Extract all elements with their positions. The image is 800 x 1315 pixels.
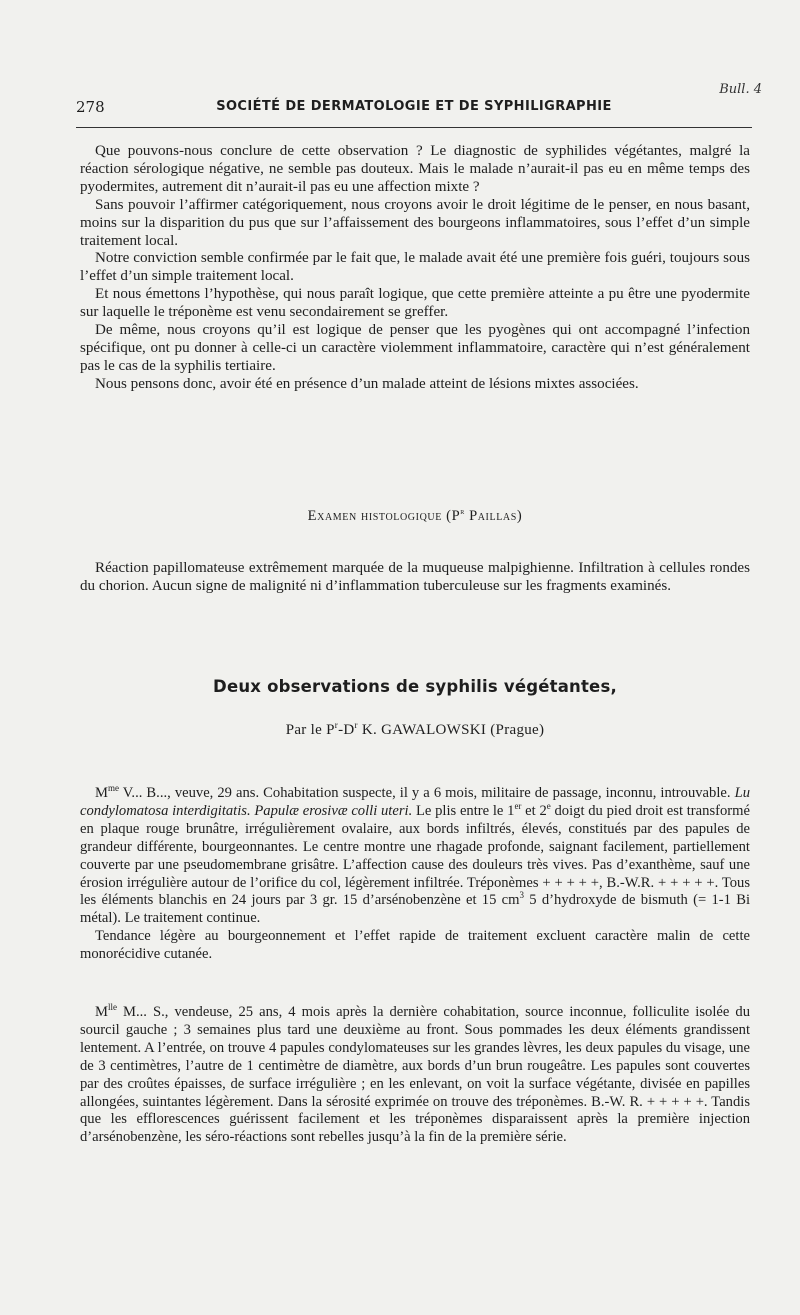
running-head <box>76 98 752 120</box>
article-author <box>80 722 750 739</box>
paragraph: Réaction papillomateuse extrêmement marquée de la muqueuse malpighienne. Infiltration à cellules rondes du chorion. Aucun signe de malignité ni d’inflammation tuberculeuse sur les fragments examinés. <box>80 560 750 594</box>
case-1-text-c: et 2 <box>521 802 547 819</box>
paragraph: Et nous émettons l’hypothèse, qui nous paraît logique, que cette première atteinte a pu être une pyodermite sur laquelle le tréponème est venu secondairement se greffer. <box>80 286 750 321</box>
case-2-paragraph <box>80 1004 750 1147</box>
previous-article-conclusion <box>80 143 750 394</box>
case-1-sup-d: 3 <box>519 890 524 901</box>
histology-heading-end: Paillas) <box>464 508 523 524</box>
histology-heading <box>80 508 750 525</box>
author-sup-1: r <box>334 720 339 730</box>
journal-title: SOCIÉTÉ DE DERMATOLOGIE ET DE SYPHILIGRAPHIE <box>216 99 612 114</box>
case-1-text-e: 5 d’hydroxyde de bismuth (= 1-1 Bi métal). Le traitement continue. <box>80 892 750 927</box>
paragraph: Sans pouvoir l’affirmer catégoriquement, nous croyons avoir le droit légitime de le penser, en nous basant, moins sur la disparition du pus que sur l’affaissement des bourgeons inflammatoires, sous l’effet d’un simple traitement local. <box>80 196 750 249</box>
case-2-lead: M <box>95 1004 108 1020</box>
case-1-sup-b: er <box>514 801 522 812</box>
case-1-sup-c: e <box>546 801 551 812</box>
case-1-text-d: doigt du pied droit est transformé en plaque rouge brunâtre, irrégulièrement ovalaire, aux bords infiltrés, élevés, constitués par des papules de grandeur différente, bourgeonnantes. Le centre montre une rhagade profonde, saignant facilement, partiellement couverte par une pseudomembrane grisâtre. L’affection cause des douleurs très vives. Pas d’exanthème, sauf une érosion irrégulière autour de l’orifice du col, légèrement infiltrée. Tréponèmes + + + + +, B.-W.R. + + + + +. Tous les éléments blanchis en 24 jours par 3 gr. 15 d’arsénobenzène et 15 cm <box>80 802 750 909</box>
case-2-lead-sup: lle <box>107 1002 117 1013</box>
histology-heading-sup: r <box>460 506 465 517</box>
case-1-text-b: Le plis entre le 1 <box>412 802 515 819</box>
case-2-text: M... S., vendeuse, 25 ans, 4 mois après la dernière cohabitation, source inconnue, folliculite isolée du sourcil gauche ; 3 semaines plus tard une deuxième au front. Sous pommades les deux éléments grandissent lentement. A l’entrée, on trouve 4 papules condylomateuses sur les grandes lèvres, les deux papules du visage, une de 3 centimètres, l’autre de 1 centimètre de diamètre, aux bords d’un brun rougeâtre. Les papules sont couvertes par des croûtes épaisses, de surface irrégulière ; en les enlevant, on voit la surface végétante, divisée en papilles allongées, suintantes légèrement. Dans la sérosité exprimée on trouve des tréponèmes. B.-W. R. + + + + +. Tandis que les efflorescences guérissent facilement et les tréponèmes disparaissent après la première injection d’arsénobenzène, les séro-réactions sont rebelles jusqu’à la fin de la première série. <box>80 1004 750 1146</box>
case-2 <box>80 1004 750 1147</box>
paragraph: Que pouvons-nous conclure de cette observation ? Le diagnostic de syphilides végétantes, malgré la réaction sérologique négative, ne semble pas douteux. Mais le malade n’aurait-il pas eu en même temps des pyodermites, autrement dit n’aurait-il pas eu une affection mixte ? <box>80 143 750 195</box>
case-1-paragraph-2: Tendance légère au bourgeonnement et l’effet rapide de traitement excluent caractère malin de cette monorécidive cutanée. <box>80 928 750 963</box>
author-prefix: Par le P <box>285 722 335 738</box>
paragraph: Notre conviction semble confirmée par le fait que, le malade avait été une première fois guéri, toujours sous l’effet d’un simple traitement local. <box>80 250 750 285</box>
header-rule <box>76 127 752 128</box>
article-title: Deux observations de syphilis végétantes, <box>213 677 617 696</box>
paragraph: Nous pensons donc, avoir été en présence d’un malade atteint de lésions mixtes associées. <box>95 375 639 392</box>
author-mid: -D <box>338 722 355 738</box>
case-1 <box>80 785 750 964</box>
author-sup-2: r <box>354 720 358 730</box>
case-1-lead: M <box>95 785 108 801</box>
histology-findings <box>80 560 750 596</box>
handwritten-corner-note: Bull. 4 <box>719 82 762 97</box>
paragraph: De même, nous croyons qu’il est logique de penser que les pyogènes qui ont accompagné l’infection spécifique, ont pu donner à celle-ci un caractère violemment inflammatoire, caractère qui n’est généralement pas le cas de la syphilis tertiaire. <box>80 322 750 374</box>
case-1-paragraph <box>80 785 750 928</box>
case-1-text-a: V... B..., veuve, 29 ans. Cohabitation suspecte, il y a 6 mois, militaire de passage, inconnu, introuvable. <box>118 785 735 801</box>
histology-heading-main: Examen histologique (P <box>307 508 461 524</box>
page-number: 278 <box>76 98 105 116</box>
case-1-diagnosis: Lu condylomatosa interdigitatis. Papulæ erosivæ colli uteri. <box>80 785 750 819</box>
case-1-lead-sup: me <box>107 783 119 794</box>
author-name: K. GAWALOWSKI (Prague) <box>357 722 545 738</box>
